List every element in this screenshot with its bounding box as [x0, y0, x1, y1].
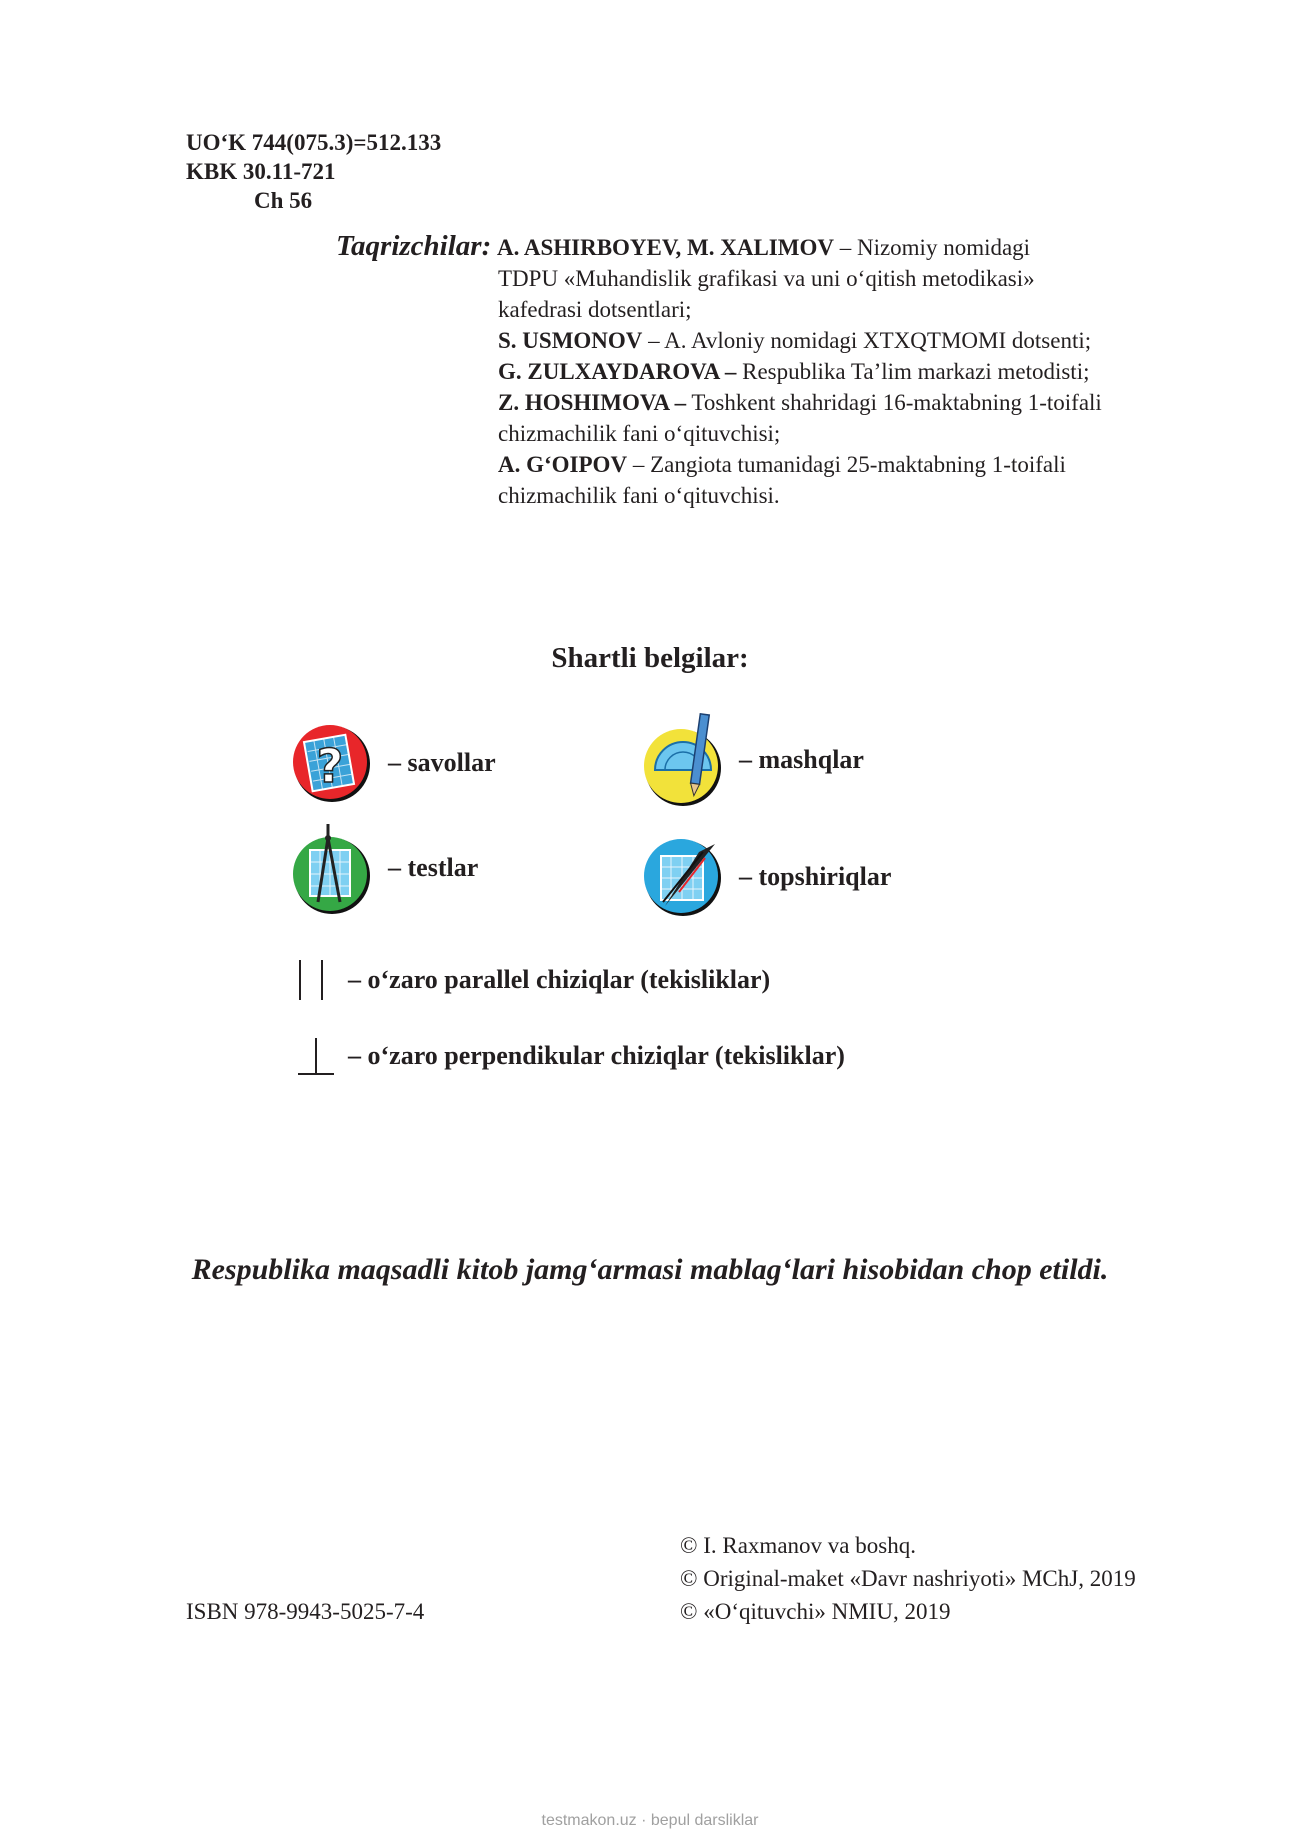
reviewer-name: G. ZULXAYDAROVA –: [498, 359, 737, 384]
symbol-perpendicular-row: [296, 1034, 845, 1078]
reviewer-line: [336, 480, 1216, 511]
legend-item-testlar: [292, 820, 478, 916]
reviewer-line: [336, 231, 1216, 263]
legend-item-savollar: [292, 722, 496, 804]
reviewer-desc: – A. Avloniy nomidagi XTXQTMOMI dotsenti;: [642, 328, 1092, 353]
symbol-parallel-row: [296, 958, 770, 1002]
legend-label: – mashqlar: [739, 745, 864, 774]
perpendicular-icon: [296, 1034, 336, 1078]
ruler-pencil-icon: [643, 712, 725, 808]
classification-codes: [186, 128, 441, 215]
legend-title: Shartli belgilar:: [551, 642, 749, 674]
reviewer-name: A. ASHIRBOYEV, M. XALIMOV: [497, 235, 834, 260]
reviewer-name: Z. HOSHIMOVA –: [498, 390, 687, 415]
symbol-label: – o‘zaro parallel chiziqlar (tekisliklar): [348, 965, 771, 994]
reviewer-desc: chizmachilik fani o‘qituvchisi.: [498, 483, 780, 508]
legend-item-topshiriqlar: [643, 836, 891, 918]
uok-code: UO‘K 744(075.3)=512.133: [186, 130, 442, 155]
copyright-line: © I. Raxmanov va boshq.: [680, 1533, 916, 1558]
kbk-code: KBK 30.11-721: [186, 159, 336, 184]
reviewer-line: [336, 418, 1216, 449]
legend-item-mashqlar: [643, 712, 864, 808]
legend-label: – testlar: [388, 853, 479, 882]
reviewer-desc: kafedrasi dotsentlari;: [498, 297, 692, 322]
legend-label: – topshiriqlar: [739, 862, 892, 891]
reviewer-desc: Respublika Ta’lim markazi metodisti;: [736, 359, 1090, 384]
reviewer-line: [336, 449, 1216, 480]
triangle-ruler-icon: [643, 836, 725, 918]
reviewer-desc: Toshkent shahridagi 16-maktabning 1-toifali: [686, 390, 1102, 415]
legend-label: – savollar: [388, 748, 496, 777]
reviewers-title: Taqrizchilar:: [336, 230, 492, 262]
reviewer-line: [336, 263, 1216, 294]
reviewer-desc: – Nizomiy nomidagi: [833, 235, 1031, 260]
isbn: ISBN 978-9943-5025-7-4: [186, 1599, 425, 1624]
reviewer-desc: chizmachilik fani o‘qituvchisi;: [498, 421, 781, 446]
reviewer-line: [336, 387, 1216, 418]
copyright-line: © «O‘qituvchi» NMIU, 2019: [680, 1599, 951, 1624]
reviewer-line: [336, 356, 1216, 387]
reviewers-block: [336, 231, 1216, 511]
reviewer-line: [336, 325, 1216, 356]
question-mark-icon: [292, 722, 374, 804]
author-mark: Ch 56: [254, 188, 313, 213]
reviewer-name: S. USMONOV: [498, 328, 643, 353]
svg-text:?: ?: [316, 739, 344, 793]
symbol-label: – o‘zaro perpendikular chiziqlar (tekisliklar): [348, 1041, 845, 1070]
compass-icon: [292, 820, 374, 916]
reviewer-name: A. G‘OIPOV: [498, 452, 628, 477]
parallel-icon: [296, 958, 336, 1002]
copyright-line: © Original-maket «Davr nashriyoti» MChJ, 2019: [680, 1566, 1136, 1591]
reviewer-desc: TDPU «Muhandislik grafikasi va uni o‘qitish metodikasi»: [498, 266, 1035, 291]
footer-watermark: testmakon.uz · bepul darsliklar: [541, 1812, 759, 1829]
copyright-block: [680, 1529, 1136, 1628]
funding-note: Respublika maqsadli kitob jamg‘armasi mablag‘lari hisobidan chop etildi.: [191, 1253, 1109, 1286]
reviewer-desc: – Zangiota tumanidagi 25-maktabning 1-toifali: [627, 452, 1066, 477]
reviewer-line: [336, 294, 1216, 325]
